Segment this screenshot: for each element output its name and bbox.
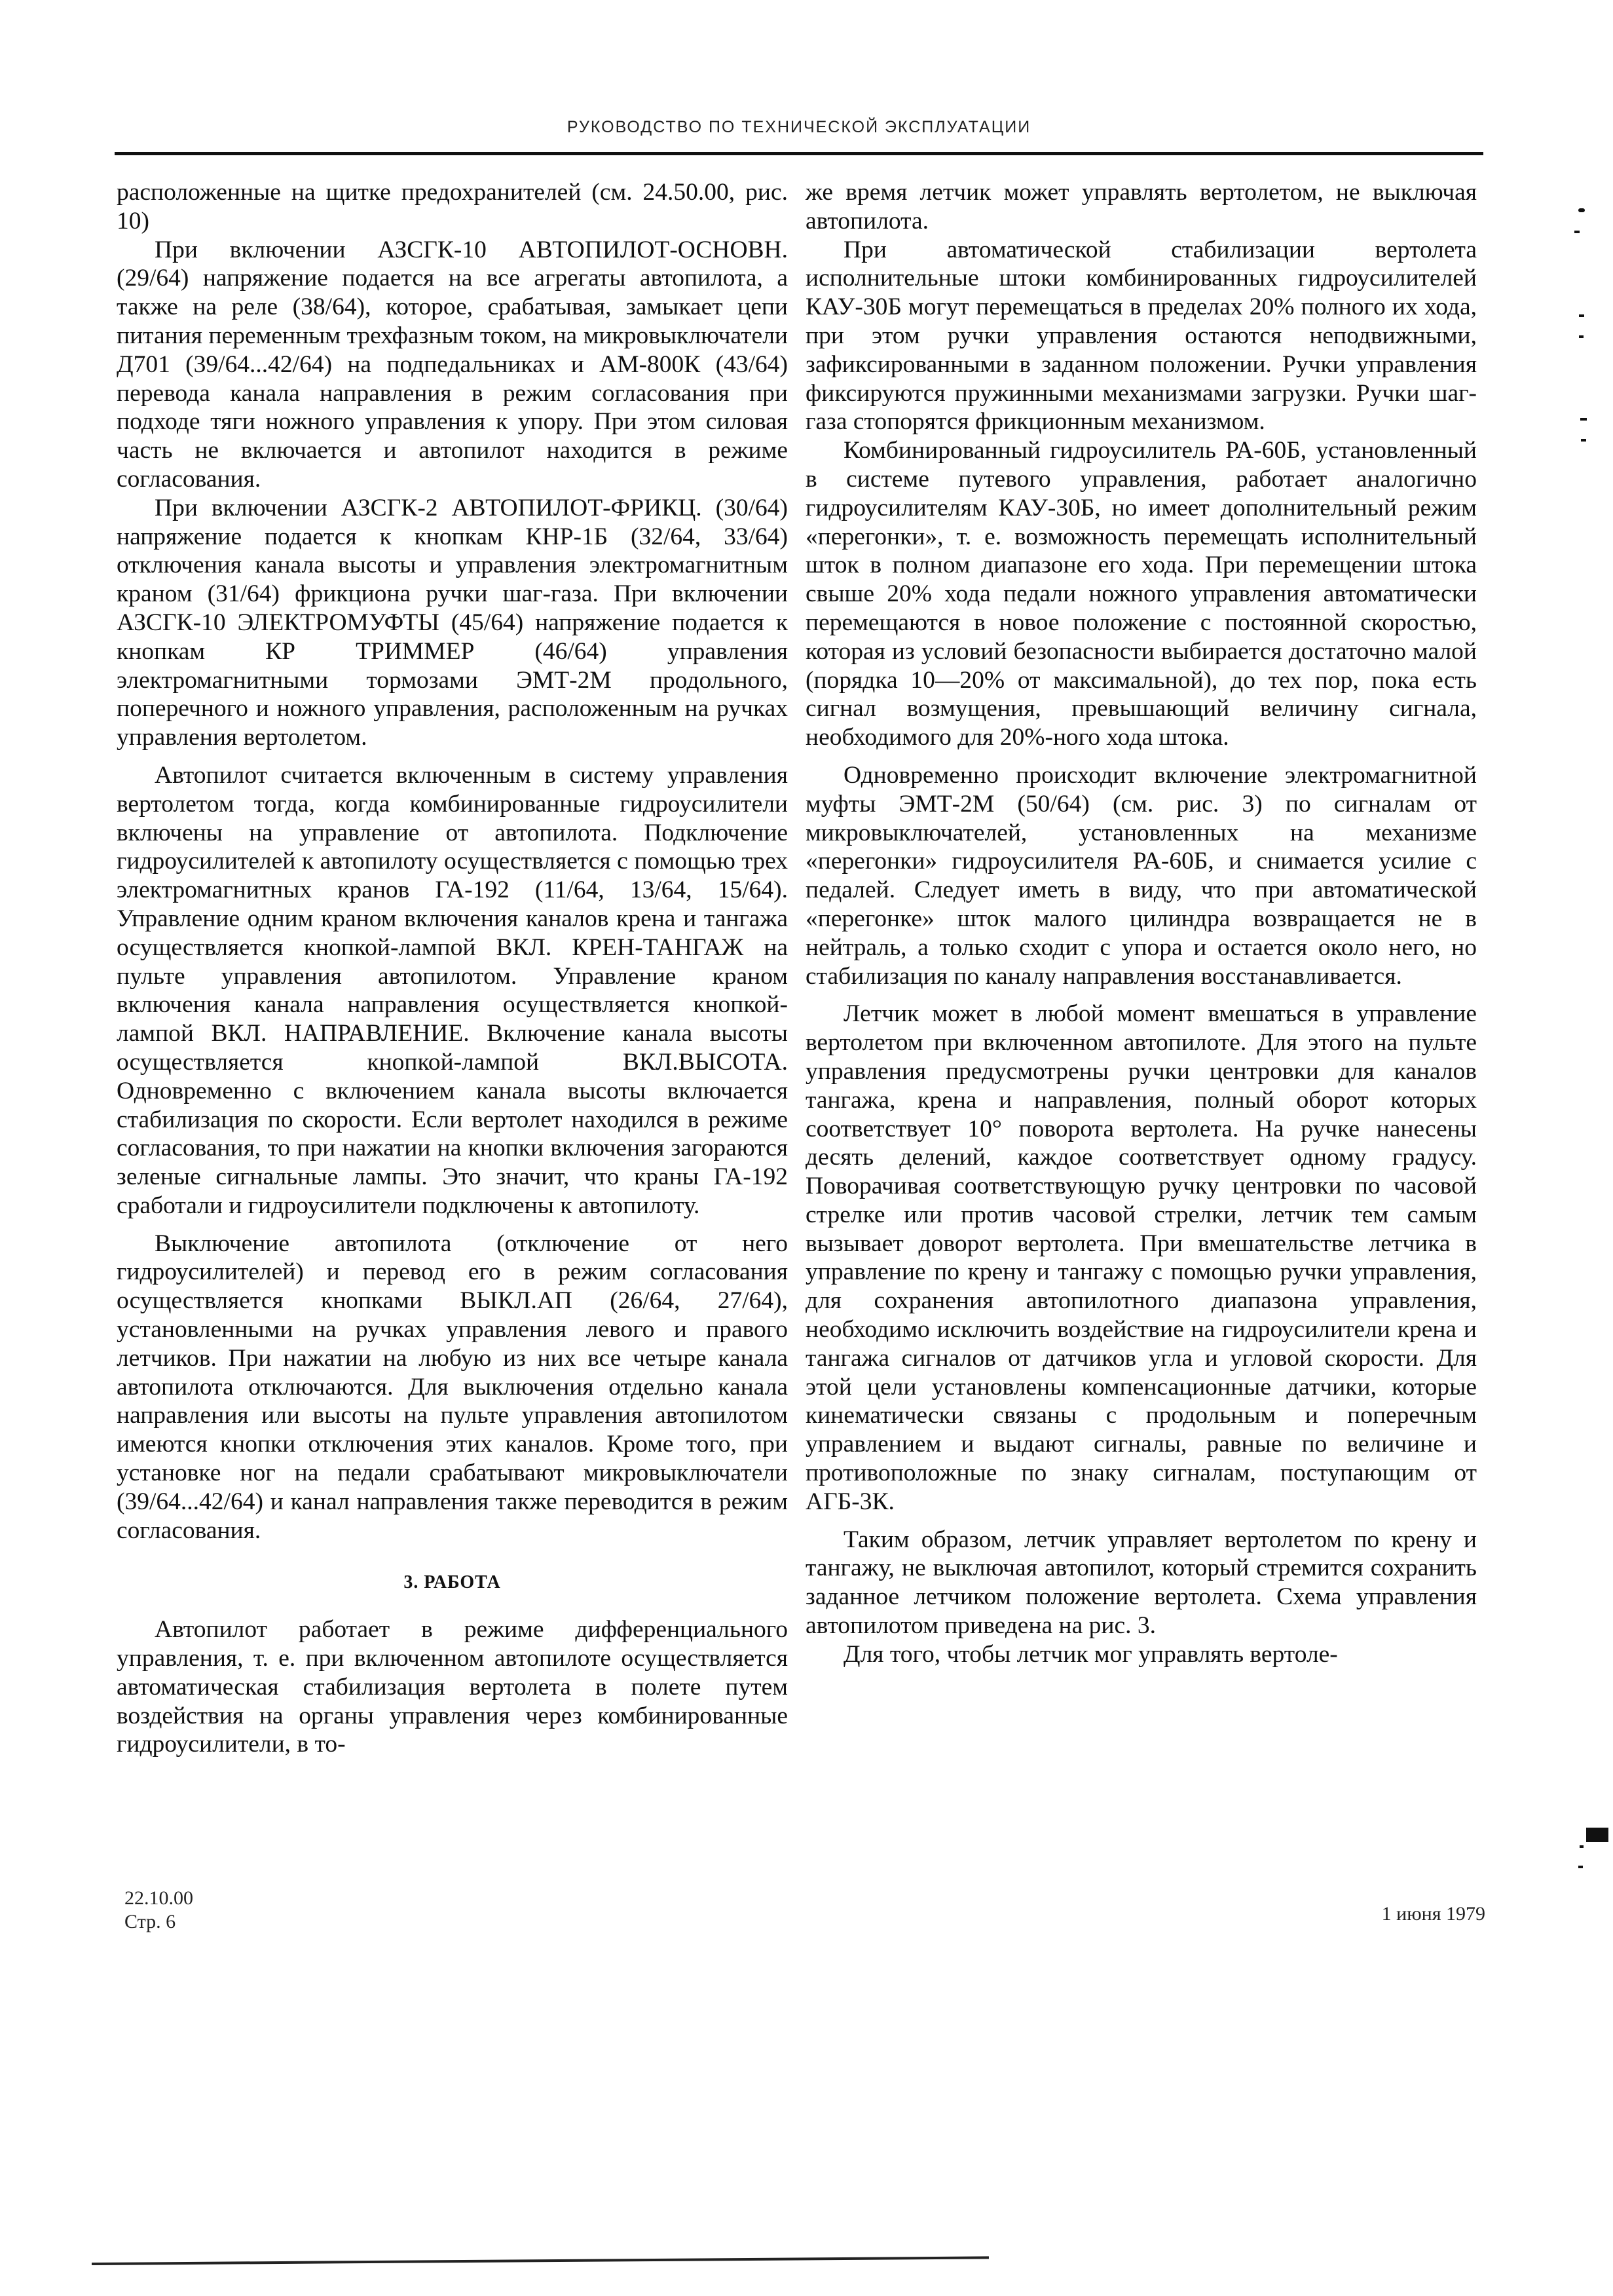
scan-streak — [92, 2256, 989, 2265]
section-title: 3. РАБОТА — [403, 1572, 501, 1593]
scan-speck — [1580, 1845, 1584, 1848]
footer-date: 1 июня 1979 — [1381, 1903, 1485, 1925]
paragraph: Таким образом, летчик управляет вертолетом по крену и тангажу, не выключая автопилот, который стремится сохранить заданное летчиком положение вертолета. Схема управления автопилотом приведена на рис. 3. — [806, 1526, 1477, 1640]
paragraph: же время летчик может управлять вертолетом, не выключая автопилота. — [806, 179, 1477, 235]
paragraph: Автопилот работает в режиме дифференциального управления, т. е. при включенном автопилоте осуществляется автоматическая стабилизация вертолета в полете путем воздействия на органы управления через комбинированные гидроусилители, в то- — [117, 1616, 788, 1758]
scan-block — [1586, 1828, 1608, 1842]
section-code: 22.10.00 — [124, 1887, 193, 1909]
scan-speck — [1578, 208, 1585, 212]
running-header: РУКОВОДСТВО ПО ТЕХНИЧЕСКОЙ ЭКСПЛУАТАЦИИ — [566, 118, 1031, 136]
right-column — [806, 178, 1477, 1669]
scan-speck — [1578, 1866, 1583, 1868]
paragraph: При включении АЗСГК-10 АВТОПИЛОТ-ОСНОВН. (29/64) напряжение подается на все агрегаты автопилота, а также на реле (38/64), которое, срабатывая, замыкает цепи питания переменным трехфазным током, на микровыключатели Д701 (39/64...42/64) на подпедальниках и АМ-800К (43/64) перевода канала направления в режим согласования при подходе тяги ножного управления к упору. При этом силовая часть не включается и автопилот находится в режиме согласования. — [117, 236, 788, 493]
paragraph: При включении АЗСГК-2 АВТОПИЛОТ-ФРИКЦ. (30/64) напряжение подается к кнопкам КНР-1Б (32/64, 33/64) отключения канала высоты и управления электромагнитным краном (31/64) фрикциона ручки шаг-газа. При включении АЗСГК-10 ЭЛЕКТРОМУФТЫ (45/64) напряжение подается к кнопкам КР ТРИММЕР (46/64) управления электромагнитными тормозами ЭМТ-2М продольного, поперечного и ножного управления, расположенным на ручках управления вертолетом. — [117, 494, 788, 751]
paragraph: Для того, чтобы летчик мог управлять вертоле- — [844, 1640, 1338, 1668]
paragraph: При автоматической стабилизации вертолета исполнительные штоки комбинированных гидроусилителей КАУ-30Б могут перемещаться в пределах 20% полного их хода, при этом ручки управления остаются неподвижными, зафиксированными в заданном положении. Ручки управления фиксируются пружинными механизмами загрузки. Ручки шаг-газа стопорятся фрикционным механизмом. — [806, 236, 1477, 436]
paragraph: Одновременно происходит включение электромагнитной муфты ЭМТ-2М (50/64) (см. рис. 3) по сигналам от микровыключателей, установленных на механизме «перегонки» гидроусилителя РА-60Б, и снимается усилие с педалей. Следует иметь в виду, что при автоматической «перегонке» шток малого цилиндра возвращается не в нейтраль, а только сходит с упора и остается около него, но стабилизация по каналу направления восстанавливается. — [806, 761, 1477, 990]
paragraph: Летчик может в любой момент вмешаться в управление вертолетом при включенном автопилоте. Для этого на пульте управления предусмотрены ручки центровки для каналов тангажа, крена и направления, полный оборот которых соответствует 10° поворота вертолета. На ручке нанесены десять делений, каждое соответствует одному градусу. Поворачивая соответствующую ручку центровки по часовой стрелке или против часовой стрелки, летчик тем самым вызывает доворот вертолета. При вмешательстве летчика в управление по крену и тангажу с помощью ручки управления, для сохранения автопилотного диапазона управления, необходимо исключить воздействие на гидроусилители крена и тангажа сигналов от датчиков угла и угловой скорости. Для этой цели установлены компенсационные датчики, которые кинематически связаны с продольным и поперечным управлением и выдают сигналы, равные по величине и противоположные по знаку сигналам, поступающим от АГБ-3К. — [806, 1000, 1477, 1515]
scan-speck — [1579, 335, 1584, 338]
page-number: Стр. 6 — [124, 1911, 176, 1932]
left-column — [117, 178, 788, 1759]
scan-speck — [1580, 418, 1587, 421]
paragraph: Комбинированный гидроусилитель РА-60Б, установленный в системе путевого управления, работает аналогично гидроусилителям КАУ-30Б, но имеет дополнительный режим «перегонки», т. е. возможность перемещать исполнительный шток в полном диапазоне его хода. При перемещении штока свыше 20% хода педали ножного управления автоматически перемещаются в новое положение с постоянной скоростью, которая из условий безопасности выбирается достаточно малой (порядка 10—20% от максимальной), до тех пор, пока есть сигнал возмущения, превышающий величину сигнала, необходимого для 20%-ного хода штока. — [806, 437, 1477, 751]
footer-left — [124, 1887, 193, 1934]
header-rule — [115, 152, 1483, 155]
paragraph: расположенные на щитке предохранителей (см. 24.50.00, рис. 10) — [117, 179, 788, 235]
scan-speck — [1579, 314, 1584, 317]
paragraph: Выключение автопилота (отключение от него гидроусилителей) и перевод его в режим согласования осуществляется кнопками ВЫКЛ.АП (26/64, 27/64), установленными на ручках управления левого и правого летчиков. При нажатии на любую из них все четыре канала автопилота отключаются. Для выключения отдельно канала направления или высоты на пульте управления автопилотом имеются кнопки отключения этих каналов. Кроме того, при установке ног на педали срабатывают микровыключатели (39/64...42/64) и канал направления также переводится в режим согласования. — [117, 1230, 788, 1544]
scan-speck — [1574, 231, 1580, 233]
paragraph: Автопилот считается включенным в систему управления вертолетом тогда, когда комбинированные гидроусилители включены на управление от автопилота. Подключение гидроусилителей к автопилоту осуществляется с помощью трех электромагнитных кранов ГА-192 (11/64, 13/64, 15/64). Управление одним краном включения каналов крена и тангажа осуществляется кнопкой-лампой ВКЛ. КРЕН-ТАНГАЖ на пульте управления автопилотом. Управление краном включения канала направления осуществляется кнопкой-лампой ВКЛ. НАПРАВЛЕНИЕ. Включение канала высоты осуществляется кнопкой-лампой ВКЛ.ВЫСОТА. Одновременно с включением канала высоты включается стабилизация по скорости. Если вертолет находился в режиме согласования, то при нажатии на кнопки включения загораются зеленые сигнальные лампы. Это значит, что краны ГА-192 сработали и гидроусилители подключены к автопилоту. — [117, 761, 788, 1219]
scan-speck — [1581, 439, 1586, 442]
